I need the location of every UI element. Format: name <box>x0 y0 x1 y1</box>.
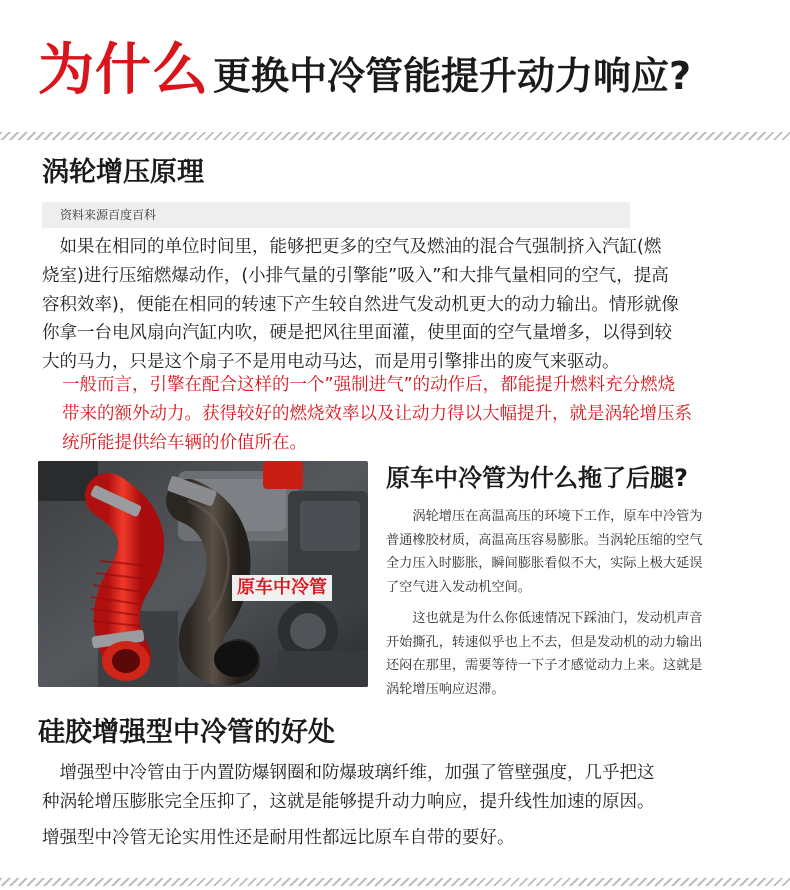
silicone-durability-paragraph: 增强型中冷管无论实用性还是耐用性都远比原车自带的要好。 <box>42 828 515 848</box>
paragraph-line: 了空气进入发动机空间。 <box>386 579 532 595</box>
page-title-highlight: 为什么 <box>38 38 209 103</box>
paragraph-line: 普通橡胶材质，高温高压容易膨胀。当涡轮压缩的空气 <box>386 532 703 548</box>
page-title <box>38 36 691 106</box>
paragraph-line: 全力压入时膨胀，瞬间膨胀看似不大，实际上极大延误 <box>386 556 703 571</box>
paragraph-line: 容积效率)，便能在相同的转速下产生较自然进气发动机更大的动力输出。情形就像 <box>42 294 679 315</box>
paragraph-line: 种涡轮增压膨胀完全压抑了，这就是能够提升动力响应，提升线性加速的原因。 <box>42 791 655 812</box>
silicone-benefits-paragraph <box>42 759 782 817</box>
section-heading-turbo-principle: 涡轮增压原理 <box>42 157 204 188</box>
stock-intercooler-paragraph-1 <box>386 505 766 599</box>
paragraph-line: 涡轮增压在高温高压的环境下工作，原车中冷管为 <box>386 509 703 524</box>
hatched-divider-top <box>0 132 790 140</box>
paragraph-line: 还闷在那里，需要等待一下子才感觉动力上来。这就是 <box>386 658 703 673</box>
section-heading-stock-intercooler: 原车中冷管为什么拖了后腿? <box>386 464 688 492</box>
paragraph-line: 大的马力，只是这个扇子不是用电动马达，而是用引擎排出的废气来驱动。 <box>42 352 620 373</box>
paragraph-line: 增强型中冷管由于内置防爆钢圈和防爆玻璃纤维，加强了管壁强度，几乎把这 <box>42 763 655 783</box>
paragraph-line: 如果在相同的单位时间里，能够把更多的空气及燃油的混合气强制挤入汽缸(燃 <box>42 237 662 257</box>
paragraph-line: 带来的额外动力。获得较好的燃烧效率以及让动力得以大幅提升，就是涡轮增压系 <box>62 403 692 424</box>
section-heading-silicone-benefits: 硅胶增强型中冷管的好处 <box>38 717 335 748</box>
paragraph-line: 这也就是为什么你低速情况下踩油门，发动机声音 <box>386 611 703 626</box>
paragraph-line: 你拿一台电风扇向汽缸内吹，硬是把风往里面灌，使里面的空气量增多，以得到较 <box>42 323 672 344</box>
source-note: 资料来源百度百科 <box>42 202 630 228</box>
hatched-divider-bottom <box>0 878 790 886</box>
paragraph-line: 一般而言，引擎在配合这样的一个”强制进气”的动作后，都能提升燃料充分燃烧 <box>62 375 676 395</box>
paragraph-line: 开始撕孔，转速似乎也上不去，但是发动机的动力输出 <box>386 634 703 650</box>
engine-bay-photo <box>38 461 368 687</box>
stock-intercooler-paragraph-2 <box>386 607 766 701</box>
photo-label: 原车中冷管 <box>232 575 332 601</box>
turbo-principle-paragraph <box>42 233 772 377</box>
paragraph-line: 涡轮增压响应迟滞。 <box>386 681 505 697</box>
page-title-text: 更换中冷管能提升动力响应? <box>213 54 692 98</box>
paragraph-line: 烧室)进行压缩燃爆动作，(小排气量的引擎能”吸入”和大排气量相同的空气，提高 <box>42 265 669 286</box>
paragraph-line: 统所能提供给车辆的价值所在。 <box>62 432 307 453</box>
turbo-value-highlight-paragraph <box>62 371 772 457</box>
